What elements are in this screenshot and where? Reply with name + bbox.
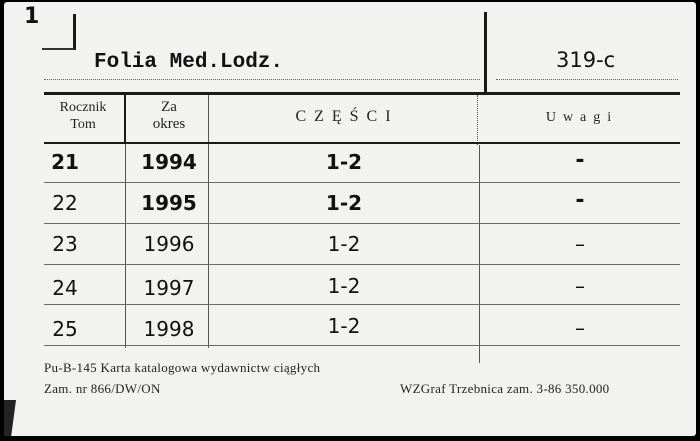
row-4-remarks: – <box>575 274 585 298</box>
corner-notch <box>4 400 16 436</box>
col-header-period-line2: okres <box>152 116 186 132</box>
row-line <box>44 304 680 305</box>
journal-title: Folia Med.Lodz. <box>94 51 284 74</box>
table-top-rule <box>44 92 680 95</box>
row-line <box>44 223 680 224</box>
row-2-year: 1995 <box>141 191 197 215</box>
row-5-remarks: – <box>575 316 585 340</box>
col-header-volume-line1: Rocznik <box>59 100 107 115</box>
row-2-parts: 1-2 <box>325 191 363 215</box>
col-header-remarks: Uwagi <box>545 110 619 125</box>
row-2-volume: 22 <box>52 191 78 215</box>
title-divider <box>484 12 487 95</box>
row-3-volume: 23 <box>52 232 78 256</box>
col-header-volume-line2: Tom <box>70 117 96 132</box>
col-header-volume <box>42 99 124 133</box>
row-1-remarks: - <box>575 148 585 173</box>
row-line <box>44 264 680 265</box>
row-4-year: 1997 <box>143 276 195 300</box>
row-4-parts: 1-2 <box>327 274 361 298</box>
footer-printer: WZGraf Trzebnica zam. 3-86 350.000 <box>400 381 610 396</box>
row-3-year: 1996 <box>143 232 195 256</box>
col-line-1 <box>124 95 126 143</box>
col-line-3 <box>477 95 478 145</box>
row-5-year: 1998 <box>143 317 195 341</box>
row-3-remarks: – <box>575 232 585 256</box>
title-tick <box>73 14 76 50</box>
row-1-parts: 1-2 <box>325 150 363 174</box>
col-line-2 <box>208 95 209 348</box>
footer-order-number: Zam. nr 866/DW/ON <box>44 381 161 396</box>
row-4-volume: 24 <box>52 276 78 300</box>
call-number: 319-c <box>556 48 616 72</box>
row-1-volume: 21 <box>51 150 79 174</box>
title-tick-base <box>42 48 74 50</box>
col-header-parts: CZĘŚCI <box>295 108 399 125</box>
row-5-volume: 25 <box>52 317 78 341</box>
col-header-period <box>128 99 210 133</box>
title-underline <box>44 79 480 80</box>
header-bottom-rule <box>44 142 680 144</box>
corner-mark: 1 <box>24 4 40 29</box>
row-2-remarks: - <box>575 188 585 213</box>
row-3-parts: 1-2 <box>327 232 361 256</box>
col-header-period-line1: Za <box>161 99 177 115</box>
row-line <box>44 182 680 183</box>
footer-form-name: Pu-B-145 Karta katalogowa wydawnictw ciągłych <box>44 360 321 375</box>
row-1-year: 1994 <box>141 150 197 174</box>
row-line <box>44 345 680 346</box>
row-5-parts: 1-2 <box>327 314 361 338</box>
col-line-1-body <box>125 143 126 348</box>
callnum-underline <box>496 79 678 80</box>
catalog-card <box>4 2 696 436</box>
